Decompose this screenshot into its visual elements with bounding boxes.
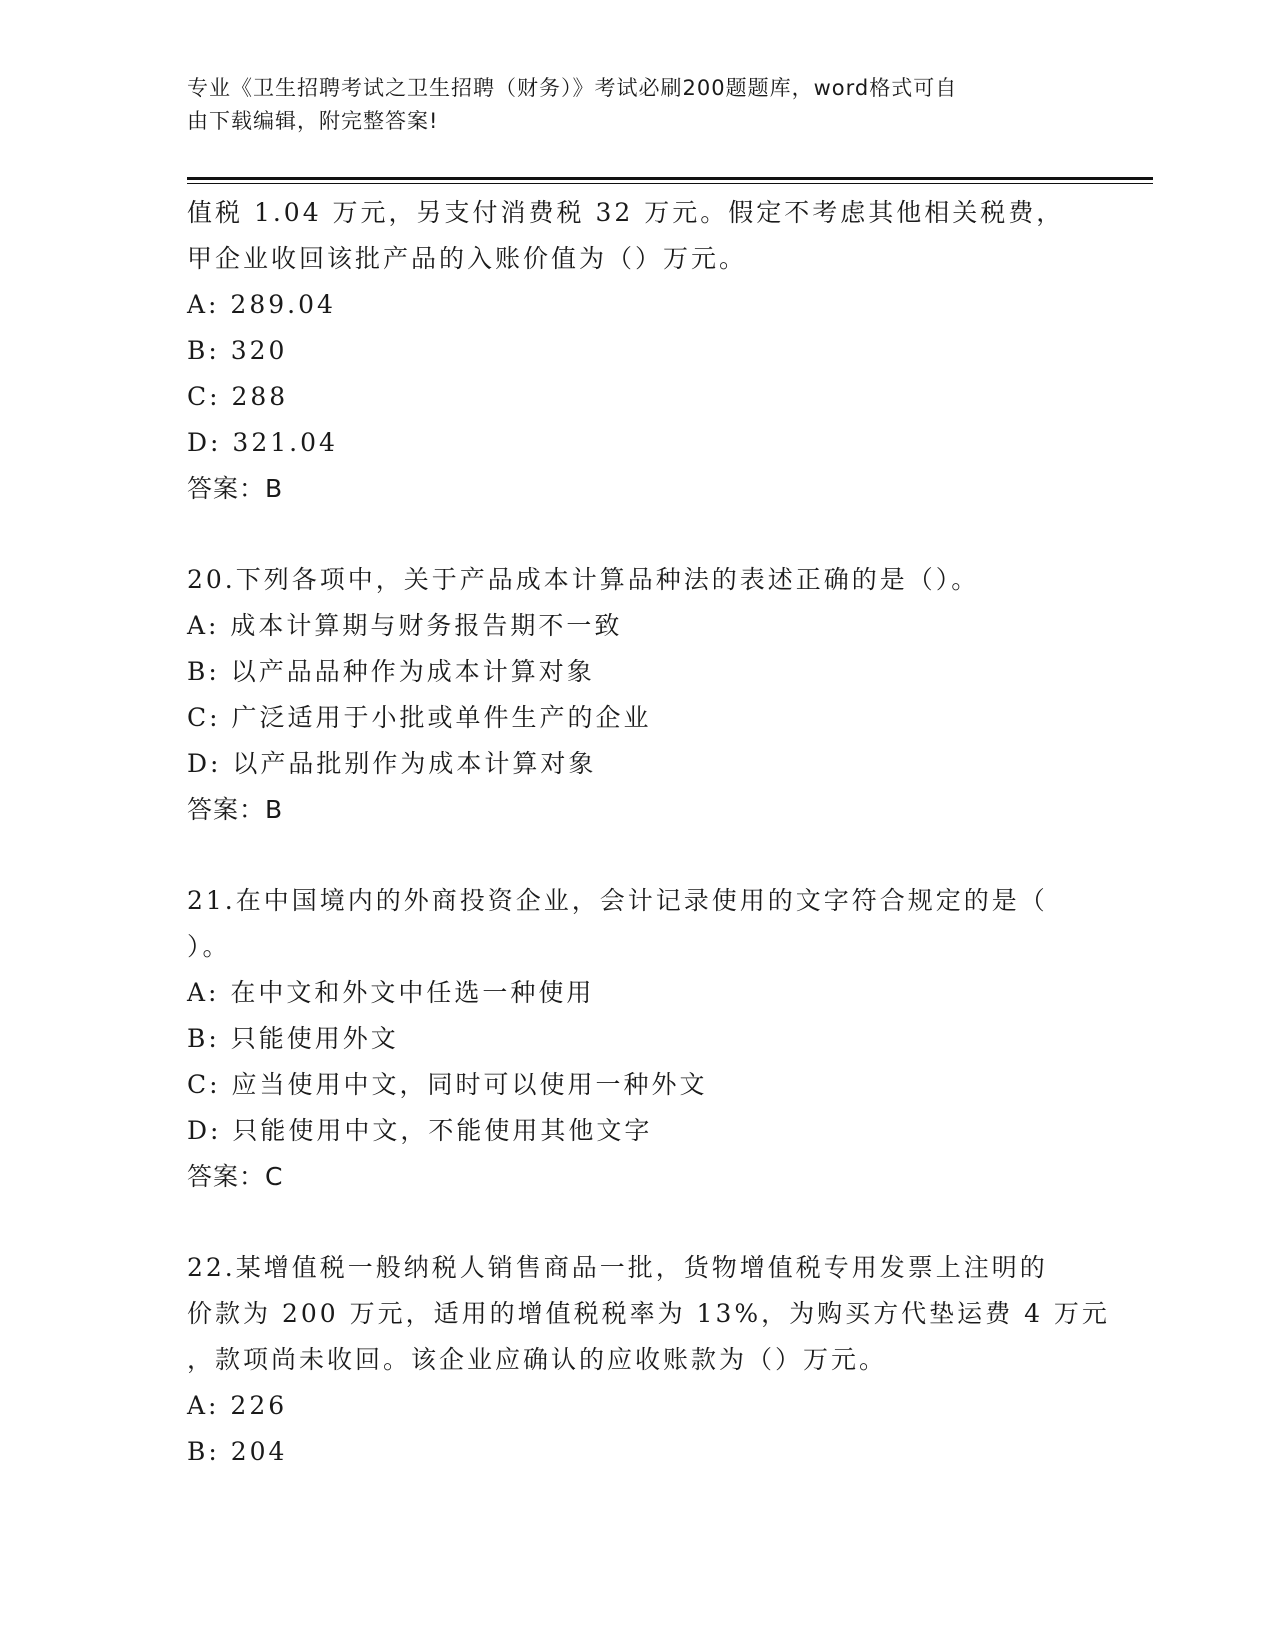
question-list [187,190,1110,1475]
option-b: B: 320 [187,336,288,365]
option-c: C: 应当使用中文，同时可以使用一种外文 [187,1070,708,1099]
question-stem: 甲企业收回该批产品的入账价值为（）万元。 [187,244,748,273]
answer: 答案：B [187,474,284,503]
spacer [187,1200,1087,1245]
question-stem: 22.某增值税一般纳税人销售商品一批，货物增值税专用发票上注明的 [187,1253,1048,1282]
spacer [187,833,1087,878]
option-a: A: 在中文和外文中任选一种使用 [187,978,595,1007]
question-19 [187,190,1087,512]
option-a: A: 成本计算期与财务报告期不一致 [187,611,623,640]
option-b: B: 204 [187,1437,288,1466]
answer: 答案：C [187,1162,284,1191]
question-20 [187,557,1087,833]
question-stem: ，款项尚未收回。该企业应确认的应收账款为（）万元。 [187,1345,888,1374]
option-d: D: 以产品批别作为成本计算对象 [187,749,597,778]
header-rule-thin [187,183,1153,184]
answer: 答案：B [187,795,284,824]
option-d: D: 只能使用中文，不能使用其他文字 [187,1116,653,1145]
question-stem: 值税 1.04 万元，另支付消费税 32 万元。假定不考虑其他相关税费， [187,198,1065,227]
header-line-1: 专业《卫生招聘考试之卫生招聘（财务）》考试必刷200题题库，word格式可自 [187,76,958,100]
option-a: A: 289.04 [187,290,336,319]
page-header [187,72,1077,138]
header-line-2: 由下载编辑，附完整答案! [187,109,439,133]
option-d: D: 321.04 [187,428,338,457]
question-stem: ）。 [187,932,231,961]
spacer [187,512,1087,557]
question-stem: 价款为 200 万元，适用的增值税税率为 13%，为购买方代垫运费 4 万元 [187,1299,1110,1328]
header-rule-thick [187,177,1153,180]
question-21 [187,878,1087,1200]
option-a: A: 226 [187,1391,288,1420]
option-c: C: 288 [187,382,289,411]
option-c: C: 广泛适用于小批或单件生产的企业 [187,703,652,732]
question-stem: 21.在中国境内的外商投资企业，会计记录使用的文字符合规定的是（ [187,886,1048,915]
question-stem: 20.下列各项中，关于产品成本计算品种法的表述正确的是（）。 [187,565,980,594]
question-22 [187,1245,1110,1475]
option-b: B: 只能使用外文 [187,1024,399,1053]
option-b: B: 以产品品种作为成本计算对象 [187,657,595,686]
